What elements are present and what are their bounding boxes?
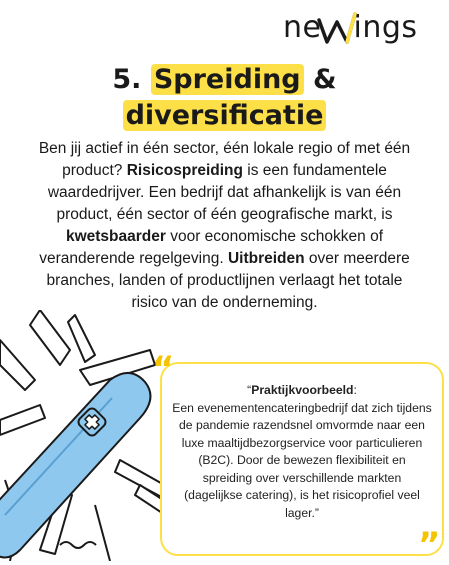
body-text-1: Ben jij actief in één sector, één lokale regio of met één product? [38,140,411,179]
body-paragraph [28,138,421,314]
body-text-3: voor economische schokken of veranderende regelgeving. [39,228,384,267]
body-bold-2: kwetsbaarder [65,228,166,245]
body-bold-1: Risicospreiding [126,162,243,179]
quote-heading: Praktijkvoorbeeld [251,383,354,397]
logo-text-right: ings [353,10,418,45]
logo-text-left: ne [283,10,322,45]
title-amp: & [313,64,337,95]
body-bold-3: Uitbreiden [227,250,305,267]
quote-head-prefix: “ [247,383,252,397]
quote-head-suffix: : [353,383,357,397]
close-quote-icon: ” [418,525,441,565]
logo-w-mark [317,12,357,46]
title-word1: Spreiding [151,64,304,95]
title-word2: diversificatie [123,100,327,131]
newings-logo [283,10,433,46]
body-text-4: over meerdere branches, landen of productlijnen verlaagt het totale risico van de onderneming. [46,250,410,311]
page-title [0,62,449,134]
quote-text [172,382,432,522]
title-number: 5. [112,64,142,95]
body-text-2: is een fundamentele waardedrijver. Een bedrijf dat afhankelijk is van één product, één sector of één geografische markt, is [47,162,402,223]
open-quote-icon: “ [152,349,175,389]
quote-body: Een evenementencateringbedrijf dat zich tijdens de pandemie razendsnel omvormde naar een luxe maaltijdbezorgservice voor particulieren (B2C). Door de bewezen flexibiliteit en spreiding over verschillende markten (dagelijkse catering), is het risicoprofiel veel lager.” [172,400,432,520]
